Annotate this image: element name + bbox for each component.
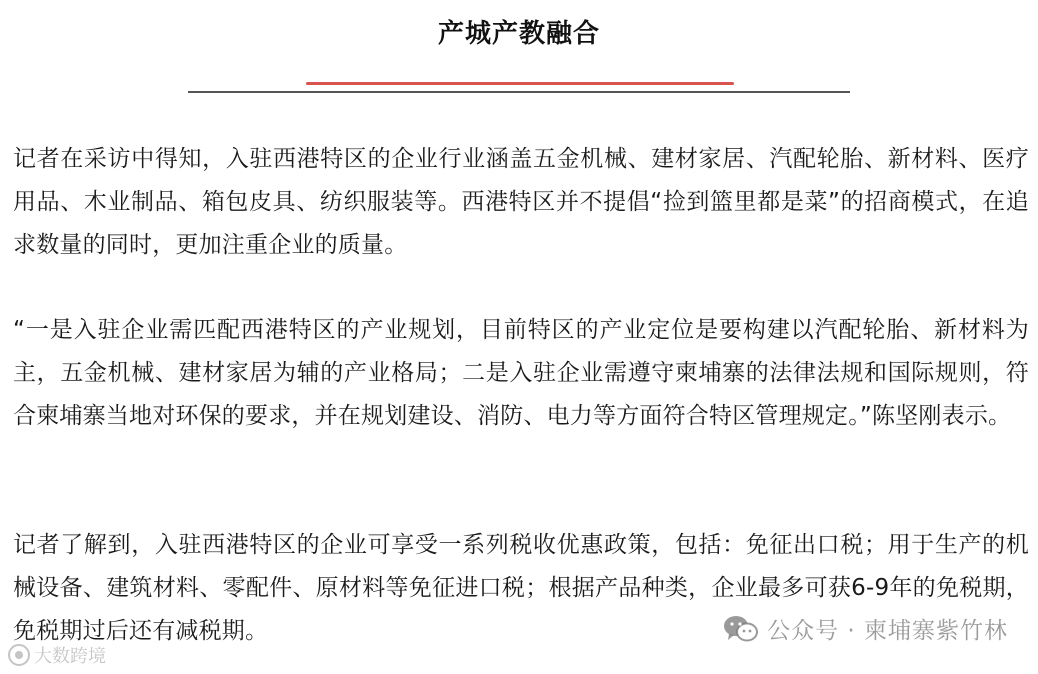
wechat-icon	[723, 615, 759, 643]
title-divider-accent	[306, 82, 734, 85]
account-watermark-text: 公众号 · 柬埔寨紫竹林	[767, 618, 1008, 644]
paragraph-3: 记者了解到，入驻西港特区的企业可享受一系列税收优惠政策，包括：免征出口税；用于生产的机械设备、建筑材料、零配件、原材料等免征进口税；根据产品种类，企业最多可获6-9年的免税期，免税期过后还有减税期。	[13, 532, 1029, 644]
watermark-logo-icon	[8, 644, 30, 666]
paragraph-1: 记者在采访中得知，入驻西港特区的企业行业涵盖五金机械、建材家居、汽配轮胎、新材料、医疗用品、木业制品、箱包皮具、纺织服装等。西港特区并不提倡“捡到篮里都是菜”的招商模式，在追求数量的同时，更加注重企业的质量。	[13, 146, 1029, 258]
source-watermark	[8, 642, 106, 668]
account-watermark	[723, 612, 1008, 645]
paragraph-2: “一是入驻企业需匹配西港特区的产业规划，目前特区的产业定位是要构建以汽配轮胎、新材料为主，五金机械、建材家居为辅的产业格局；二是入驻企业需遵守柬埔寨的法律法规和国际规则，符合柬埔寨当地对环保的要求，并在规划建设、消防、电力等方面符合特区管理规定。”陈坚刚表示。	[13, 317, 1029, 429]
source-watermark-text: 大数跨境	[34, 646, 106, 667]
title-divider-line	[188, 91, 850, 93]
section-title: 产城产教融合	[437, 19, 600, 49]
